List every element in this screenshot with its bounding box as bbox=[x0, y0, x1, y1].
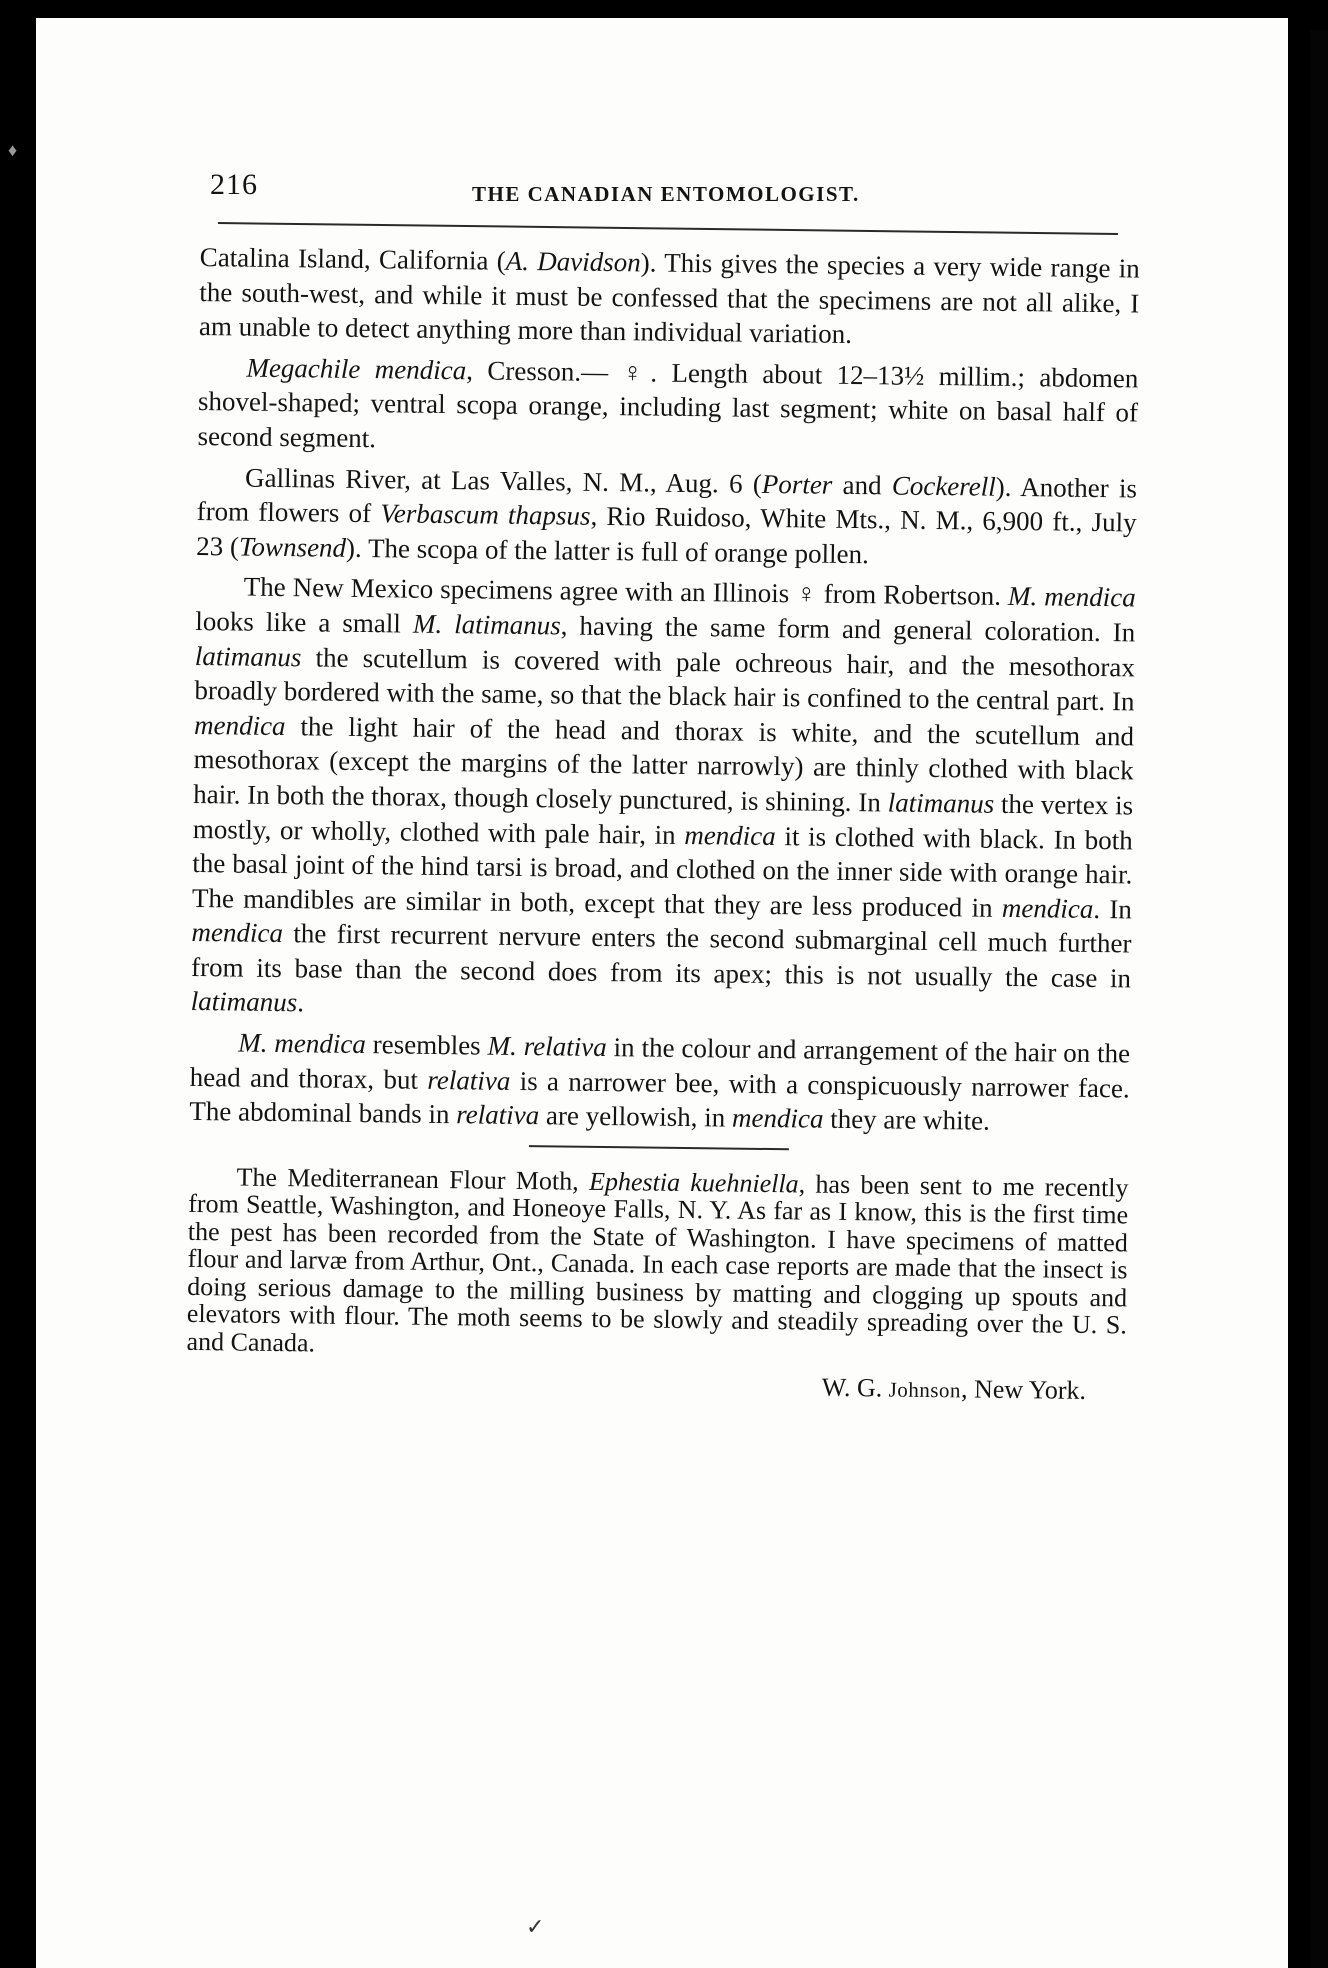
paragraph-collection-records: Gallinas River, at Las Valles, N. M., Aug. 6 (Porter and Cockerell). Another is from flowers of Verbascum thapsus, Rio Ruidoso, White Mts., N. M., 6,900 ft., July 23 (Townsend). The scopa of the latter is full of orange pollen. bbox=[196, 462, 1138, 569]
paragraph-flour-moth-note: The Mediterranean Flour Moth, Ephestia kuehniella, has been sent to me recently from Seattle, Washington, and Honeoye Falls, N. Y. As far as I know, this is the first time the pest has been recorded from the State of Washington. I have specimens of matted flour and larvæ from Arthur, Ont., Canada. In each case reports are made that the insect is doing serious damage to the milling business by matting and clogging up spouts and elevators with flour. The moth seems to be slowly and steadily spreading over the U. S. and Canada. bbox=[186, 1162, 1129, 1358]
paragraph-comparison-latimanus: The New Mexico specimens agree with an Illinois ♀ from Robertson. M. mendica looks like a small M. latimanus, having the same form and general coloration. In latimanus the scutellum is covered with pale ochreous hair, and the mesothorax broadly bordered with the same, so that the black hair is confined to the central part. In mendica the light hair of the head and thorax is white, and the scutellum and mesothorax (except the margins of the latter narrowly) are thinly clothed with black hair. In both the thorax, though closely punctured, is shining. In latimanus the vertex is mostly, or wholly, clothed with pale hair, in mendica it is clothed with black. In both the basal joint of the hind tarsi is broad, and clothed on the inner side with orange hair. The mandibles are similar in both, except that they are less produced in mendica. In mendica the first recurrent nervure enters the second submarginal cell much further from its base than the second does from its apex; this is not usually the case in latimanus. bbox=[190, 571, 1136, 1018]
paragraph-species-description: Megachile mendica, Cresson.— ♀. Length about 12–13½ millim.; abdomen shovel-shaped; ventral scopa orange, including last segment; white on basal half of second segment. bbox=[197, 352, 1139, 454]
journal-title: THE CANADIAN ENTOMOLOGIST. bbox=[472, 182, 860, 206]
author-signature: W. G. Johnson, New York. bbox=[821, 1373, 1087, 1406]
section-divider bbox=[529, 1145, 789, 1150]
margin-mark: ♦ bbox=[8, 140, 18, 160]
running-head bbox=[170, 160, 1130, 206]
bottom-margin-mark: ✓ bbox=[526, 1914, 545, 1939]
article-body bbox=[186, 240, 1140, 1410]
paragraph-locality-note: Catalina Island, California (A. Davidson). This gives the species a very wide range in the south-west, and while it must be confessed that the specimens are not all alike, I am unable to detect anything more than individual variation. bbox=[198, 241, 1140, 350]
paragraph-comparison-relativa: M. mendica resembles M. relativa in the colour and arrangement of the hair on the head and thorax, but relativa is a narrower bee, with a conspicuously narrower face. The abdominal bands in relativa are yellowish, in mendica they are white. bbox=[189, 1027, 1131, 1136]
page-number: 216 bbox=[210, 168, 258, 201]
page-binding-edge bbox=[1310, 30, 1328, 1968]
